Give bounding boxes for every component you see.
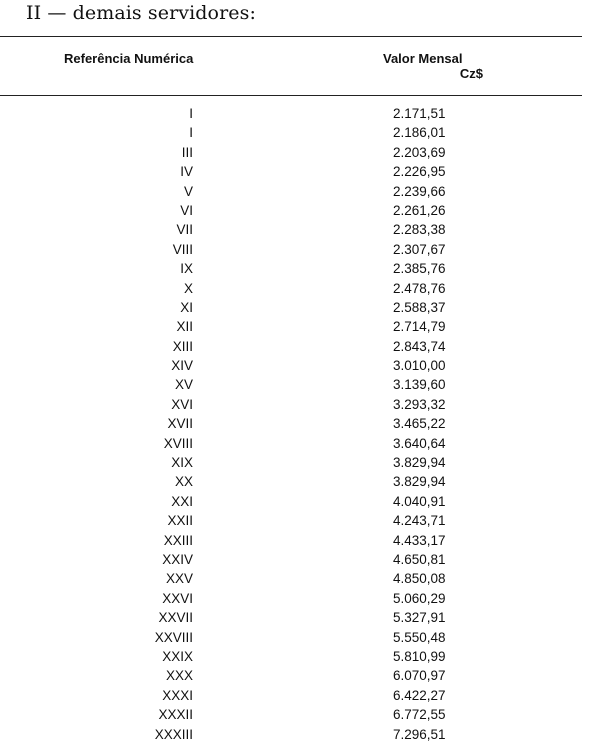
- table-row: [0, 531, 600, 550]
- table-row: [0, 686, 600, 705]
- value-cell: 2.843,74: [393, 338, 446, 354]
- value-cell: 2.226,95: [393, 164, 446, 180]
- table-row: [0, 647, 600, 666]
- value-cell: 3.139,60: [393, 377, 446, 393]
- value-cell: 5.060,29: [393, 590, 446, 606]
- reference-cell: III: [181, 144, 193, 160]
- reference-cell: XXVI: [162, 590, 193, 606]
- table-row: [0, 123, 600, 142]
- table-row: [0, 279, 600, 298]
- value-cell: 2.239,66: [393, 183, 446, 199]
- value-cell: 2.714,79: [393, 319, 446, 335]
- value-cell: 4.850,08: [393, 571, 446, 587]
- reference-cell: XXXII: [158, 707, 193, 723]
- table-row: [0, 317, 600, 336]
- reference-cell: XXV: [165, 571, 193, 587]
- table-row: [0, 143, 600, 162]
- table-row: [0, 511, 600, 530]
- value-cell: 6.772,55: [393, 707, 446, 723]
- value-cell: 2.261,26: [393, 202, 446, 218]
- reference-cell: XXI: [171, 493, 193, 509]
- value-cell: 3.829,94: [393, 455, 446, 471]
- value-cell: 2.307,67: [393, 241, 446, 257]
- salary-table: [0, 104, 600, 744]
- value-cell: 2.478,76: [393, 280, 446, 296]
- table-row: [0, 550, 600, 569]
- value-cell: 4.650,81: [393, 551, 446, 567]
- value-cell: 3.010,00: [393, 358, 446, 374]
- reference-cell: XXII: [167, 513, 193, 529]
- reference-cell: XXXIII: [154, 726, 193, 742]
- table-row: [0, 220, 600, 239]
- value-cell: 4.433,17: [393, 532, 446, 548]
- table-row: [0, 298, 600, 317]
- value-cell: 6.422,27: [393, 687, 446, 703]
- section-heading: II — demais servidores:: [26, 2, 256, 24]
- value-cell: 3.293,32: [393, 396, 446, 412]
- header-rule: [0, 95, 582, 96]
- table-row: [0, 414, 600, 433]
- value-cell: 6.070,97: [393, 668, 446, 684]
- reference-cell: VII: [176, 222, 193, 238]
- reference-cell: IV: [180, 164, 193, 180]
- table-row: [0, 240, 600, 259]
- column-header-value-unit: Cz$: [459, 66, 483, 81]
- reference-cell: VI: [180, 202, 193, 218]
- value-cell: 5.810,99: [393, 648, 446, 664]
- value-cell: 2.588,37: [393, 299, 446, 315]
- top-rule: [0, 36, 582, 37]
- reference-cell: XII: [176, 319, 193, 335]
- table-row: [0, 589, 600, 608]
- table-row: [0, 182, 600, 201]
- reference-cell: XXVIII: [154, 629, 193, 645]
- reference-cell: XX: [174, 474, 193, 490]
- reference-cell: XXIII: [163, 532, 193, 548]
- reference-cell: XIV: [171, 358, 193, 374]
- column-header-value: [383, 51, 503, 81]
- reference-cell: X: [183, 280, 193, 296]
- reference-cell: XI: [180, 299, 193, 315]
- table-row: [0, 472, 600, 491]
- reference-cell: XXXI: [162, 687, 193, 703]
- table-row: [0, 666, 600, 685]
- reference-cell: IX: [180, 261, 193, 277]
- table-row: [0, 201, 600, 220]
- reference-cell: V: [183, 183, 193, 199]
- reference-cell: XIX: [171, 455, 193, 471]
- table-row: [0, 337, 600, 356]
- reference-cell: VIII: [172, 241, 193, 257]
- table-row: [0, 104, 600, 123]
- reference-cell: XVII: [167, 416, 193, 432]
- reference-cell: XVI: [171, 396, 193, 412]
- value-cell: 4.243,71: [393, 513, 446, 529]
- column-header-value-label: Valor Mensal: [383, 51, 463, 66]
- table-row: [0, 705, 600, 724]
- value-cell: 3.829,94: [393, 474, 446, 490]
- value-cell: 2.203,69: [393, 144, 446, 160]
- value-cell: 4.040,91: [393, 493, 446, 509]
- reference-cell: XXIV: [162, 551, 193, 567]
- reference-cell: XIII: [172, 338, 193, 354]
- table-row: [0, 608, 600, 627]
- reference-cell: I: [189, 106, 193, 121]
- reference-cell: XV: [174, 377, 193, 393]
- value-cell: 2.186,01: [393, 125, 446, 141]
- column-header-reference: Referência Numérica: [64, 51, 194, 66]
- reference-cell: I: [189, 125, 193, 141]
- table-row: [0, 453, 600, 472]
- table-row: [0, 356, 600, 375]
- reference-cell: XVIII: [163, 435, 193, 451]
- table-row: [0, 395, 600, 414]
- table-row: [0, 492, 600, 511]
- reference-cell: XXX: [165, 668, 193, 684]
- value-cell: 5.550,48: [393, 629, 446, 645]
- value-cell: 2.171,51: [393, 106, 446, 121]
- table-row: [0, 375, 600, 394]
- table-row: [0, 569, 600, 588]
- value-cell: 2.385,76: [393, 261, 446, 277]
- table-row: [0, 259, 600, 278]
- table-row: [0, 628, 600, 647]
- value-cell: 3.640,64: [393, 435, 446, 451]
- value-cell: 3.465,22: [393, 416, 446, 432]
- value-cell: 7.296,51: [393, 726, 446, 742]
- value-cell: 2.283,38: [393, 222, 446, 238]
- table-row: [0, 434, 600, 453]
- reference-cell: XXIX: [162, 648, 193, 664]
- reference-cell: XXVII: [158, 610, 193, 626]
- value-cell: 5.327,91: [393, 610, 446, 626]
- table-row: [0, 162, 600, 181]
